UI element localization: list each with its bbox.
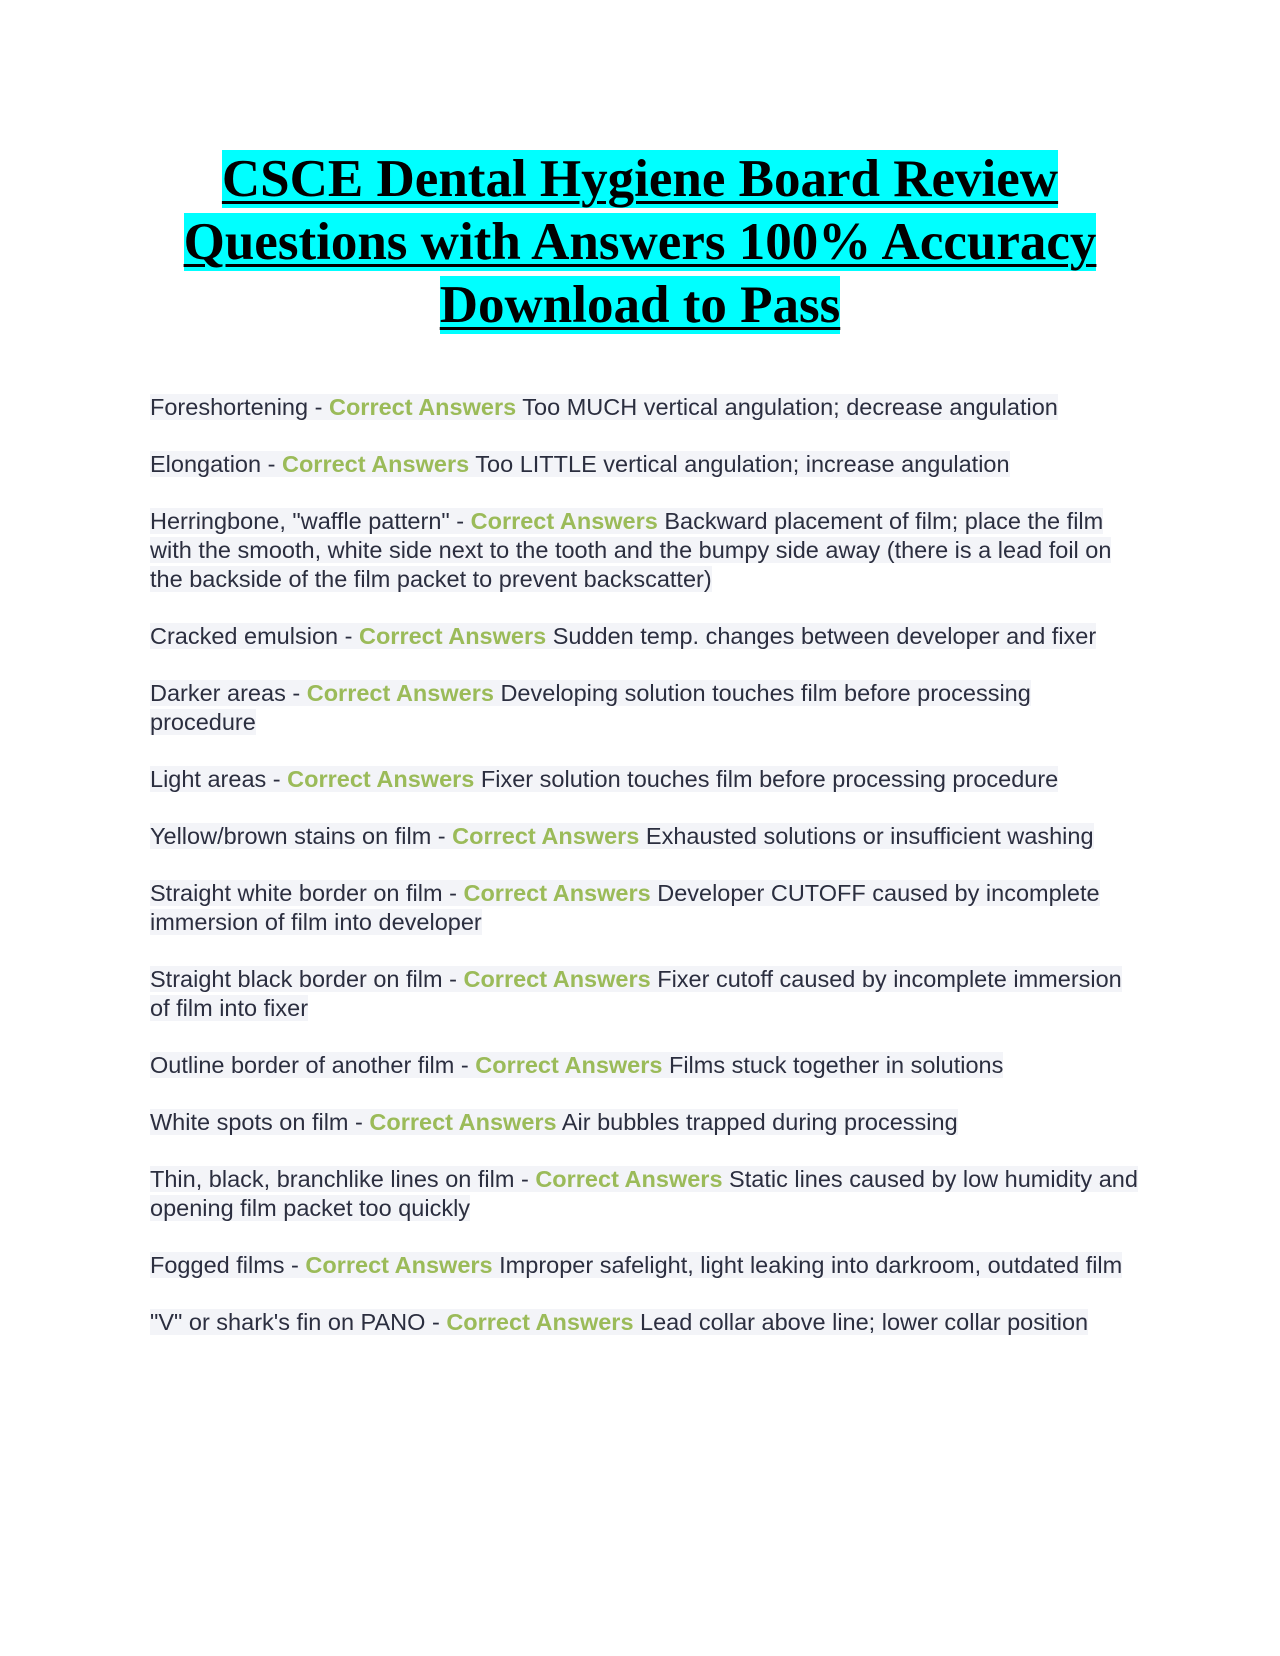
qa-term: Yellow/brown stains on film	[150, 823, 432, 849]
qa-highlight	[150, 1109, 958, 1135]
qa-highlight	[150, 623, 1096, 649]
qa-answer: Developing solution touches film before processing procedure	[150, 680, 1031, 735]
qa-separator: -	[442, 966, 464, 992]
qa-item	[150, 1165, 1140, 1223]
qa-item	[150, 1108, 1140, 1137]
answer-label: Correct Answers	[305, 1252, 493, 1278]
qa-highlight	[150, 880, 1100, 935]
answer-label: Correct Answers	[306, 680, 494, 706]
qa-term: Darker areas	[150, 680, 286, 706]
qa-answer: Exhausted solutions or insufficient washing	[645, 823, 1094, 849]
qa-term: Straight black border on film	[150, 966, 443, 992]
qa-term: White spots on film	[150, 1109, 349, 1135]
qa-item	[150, 822, 1140, 851]
qa-answer: Sudden temp. changes between developer and fixer	[552, 623, 1097, 649]
qa-term: Outline border of another film	[150, 1052, 455, 1078]
qa-separator: -	[284, 1252, 306, 1278]
title-block	[150, 148, 1130, 337]
qa-answer: Improper safelight, light leaking into darkroom, outdated film	[499, 1252, 1123, 1278]
qa-term: Fogged films	[150, 1252, 285, 1278]
qa-highlight	[150, 823, 1094, 849]
qa-highlight	[150, 1252, 1122, 1278]
qa-item	[150, 1251, 1140, 1280]
answer-label: Correct Answers	[328, 394, 517, 420]
qa-answer: Lead collar above line; lower collar position	[640, 1309, 1089, 1335]
qa-item	[150, 965, 1140, 1023]
qa-term: Thin, black, branchlike lines on film	[150, 1166, 515, 1192]
qa-item	[150, 765, 1140, 794]
answer-label: Correct Answers	[535, 1166, 723, 1192]
qa-answer: Backward placement of film; place the film with the smooth, white side next to the tooth and the bumpy side away (there is a lead foil on the backside of the film packet to prevent backscatter)	[150, 508, 1112, 592]
answer-label: Correct Answers	[470, 508, 658, 534]
qa-item	[150, 450, 1140, 479]
qa-list	[150, 393, 1140, 1365]
qa-highlight	[150, 451, 1010, 477]
qa-term: Foreshortening	[150, 394, 309, 420]
qa-answer: Air bubbles trapped during processing	[561, 1109, 958, 1135]
qa-highlight	[150, 966, 1122, 1021]
answer-label: Correct Answers	[369, 1109, 557, 1135]
qa-separator: -	[514, 1166, 536, 1192]
qa-separator: -	[425, 1309, 447, 1335]
qa-separator: -	[442, 880, 464, 906]
qa-answer: Fixer cutoff caused by incomplete immersion of film into fixer	[150, 966, 1122, 1021]
qa-answer: Static lines caused by low humidity and opening film packet too quickly	[150, 1166, 1138, 1221]
title-text: CSCE Dental Hygiene Board Review Questions with Answers 100% Accuracy Download to Pass	[183, 150, 1097, 334]
answer-label: Correct Answers	[463, 966, 651, 992]
qa-highlight	[150, 508, 1111, 592]
qa-item	[150, 1051, 1140, 1080]
answer-label: Correct Answers	[358, 623, 547, 649]
qa-separator: -	[261, 451, 282, 477]
qa-answer: Developer CUTOFF caused by incomplete immersion of film into developer	[150, 880, 1100, 935]
qa-answer: Too LITTLE vertical angulation; increase angulation	[475, 451, 1010, 477]
qa-item	[150, 622, 1140, 651]
qa-separator: -	[449, 508, 471, 534]
document-title	[150, 148, 1130, 337]
qa-highlight	[150, 1309, 1088, 1335]
qa-separator: -	[348, 1109, 370, 1135]
qa-item	[150, 879, 1140, 937]
qa-item	[150, 507, 1140, 594]
qa-answer: Fixer solution touches film before processing procedure	[480, 766, 1059, 792]
qa-separator: -	[454, 1052, 476, 1078]
qa-highlight	[150, 394, 1058, 420]
answer-label: Correct Answers	[281, 451, 470, 477]
qa-term: Elongation	[150, 451, 262, 477]
qa-separator: -	[338, 623, 359, 649]
qa-separator: -	[431, 823, 453, 849]
qa-highlight	[150, 680, 1031, 735]
qa-separator: -	[285, 680, 307, 706]
qa-term: "V" or shark's fin on PANO	[150, 1309, 426, 1335]
qa-term: Light areas	[150, 766, 267, 792]
qa-item	[150, 1308, 1140, 1337]
qa-term: Straight white border on film	[150, 880, 443, 906]
qa-highlight	[150, 1052, 1003, 1078]
qa-highlight	[150, 766, 1058, 792]
answer-label: Correct Answers	[287, 766, 475, 792]
answer-label: Correct Answers	[446, 1309, 634, 1335]
qa-term: Herringbone, "waffle pattern"	[150, 508, 450, 534]
qa-answer: Too MUCH vertical angulation; decrease angulation	[522, 394, 1058, 420]
qa-highlight	[150, 1166, 1138, 1221]
qa-separator: -	[266, 766, 288, 792]
qa-term: Cracked emulsion	[150, 623, 339, 649]
qa-answer: Films stuck together in solutions	[668, 1052, 1004, 1078]
qa-item	[150, 679, 1140, 737]
answer-label: Correct Answers	[463, 880, 651, 906]
answer-label: Correct Answers	[452, 823, 640, 849]
qa-item	[150, 393, 1140, 422]
answer-label: Correct Answers	[475, 1052, 663, 1078]
qa-separator: -	[308, 394, 329, 420]
